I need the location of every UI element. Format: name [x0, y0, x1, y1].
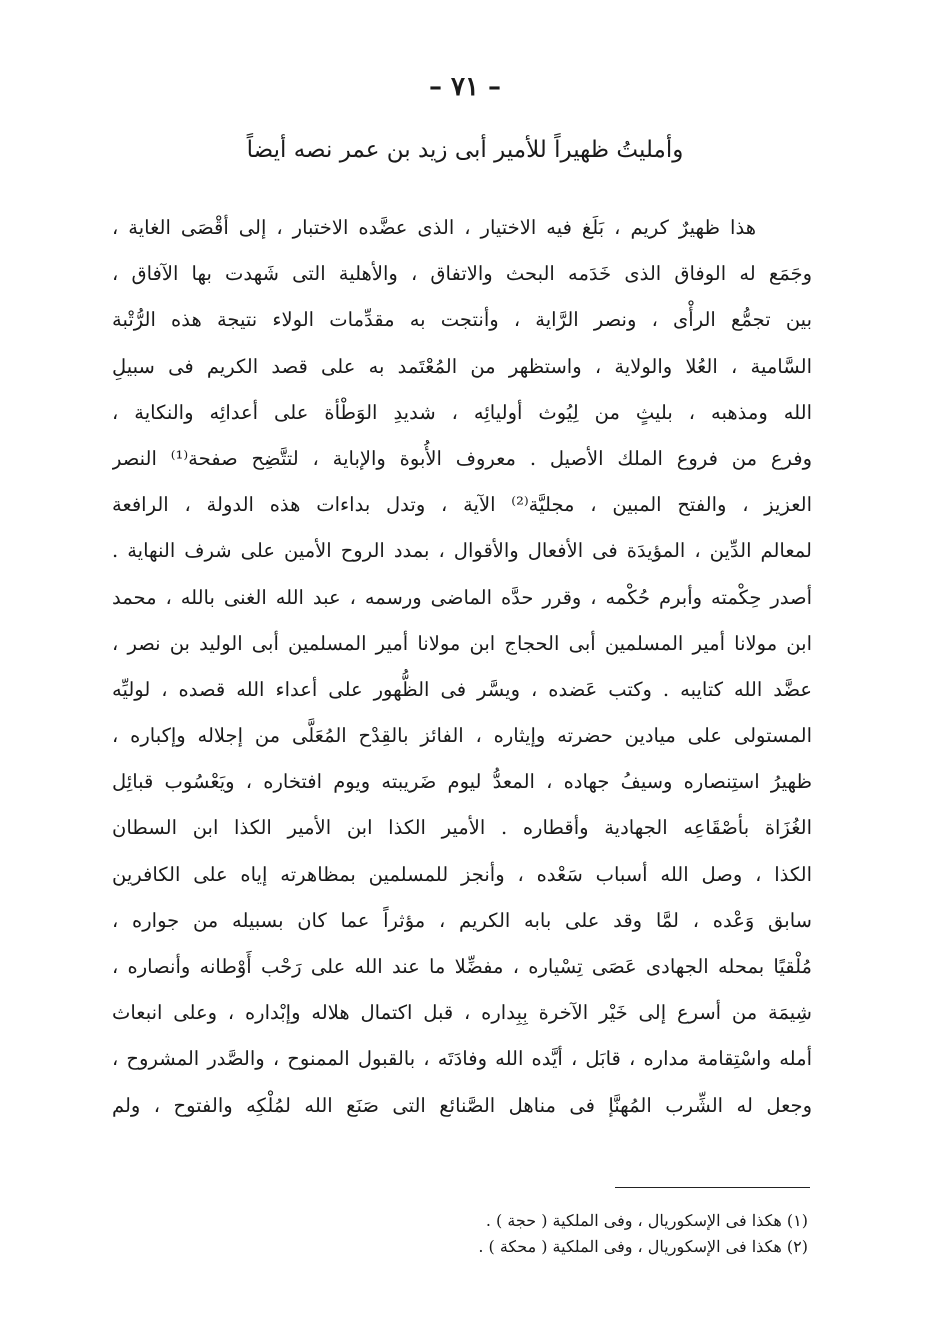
- text-line: أمله واسْتِقامة مداره ، قابَل ، أيَّده الله وفادَتَه ، بالقبول الممنوح ، والصَّدر المشروح ،: [112, 1047, 812, 1071]
- footnote-2: (٢) هكذا فى الإسكوريال ، وفى الملكية ( محكة ) .: [478, 1237, 808, 1256]
- text-line: السَّامية ، العُلا والولاية ، واستظهر من المُعْتَمد به على قصد الكريم فى سبيلِ: [112, 354, 812, 378]
- text-line: الغُزَاة بأصْقَاعِه الجهادية وأقطاره . الأمير الكذا ابن الأمير الكذا ابن السطان: [112, 816, 812, 840]
- footnote-1: (١) هكذا فى الإسكوريال ، وفى الملكية ( حجة ) .: [485, 1211, 808, 1230]
- text-line: أصدر حِكْمته وأبرم حُكْمه ، وقرر حدَّه الماضى ورسمه ، عبد الله الغنى بالله ، محمد: [112, 585, 812, 609]
- body-text: [112, 205, 812, 1129]
- text-line: الكذا ، وصل الله أسباب سَعْده ، وأنجز للمسلمين بمظاهرته إياه على الكافرين: [112, 862, 812, 886]
- text-line: وفرع من فروع الملك الأصيل . معروف الأُبوة والإباية ، لتتَّضِح صفحة⁽¹⁾ النصر: [112, 446, 812, 470]
- text-line: العزيز ، والفتح المبين ، مجليَّة⁽²⁾ الآية ، وتدل بداءات هذه الدولة ، الرافعة: [112, 493, 812, 517]
- text-line: وجَمَع له الوفاق الذى خَدَمه البحث والاتفاق ، والأهلية التى شَهدت بها الآفاق ،: [112, 262, 812, 286]
- text-line: المستولى على ميادين حضرته وإيثاره ، الفائز بالقِدْح المُعَلَّى من إجلاله وإكباره ،: [112, 724, 812, 748]
- page-heading: وأمليتُ ظهيراً للأمير أبى زيد بن عمر نصه أيضاً: [246, 137, 684, 163]
- text-line: عضَّد الله كتايبه . وكتب عَضده ، ويسَّر فى الظُّهور على أعداء الله قصده ، لوليِّه: [112, 677, 812, 701]
- text-line: هذا ظهيرٌ كريم ، بَلَغ فيه الاختيار ، الذى عضَّده الاختبار ، إلى أقْصَى الغاية ،: [112, 216, 756, 239]
- footnote-divider: [615, 1187, 810, 1188]
- footnotes: [308, 1208, 808, 1260]
- text-line: شِيمَة من أسرع إلى خَيْر الآخرة بِبِداره ، قبل اكتمال هلاله وإبْداره ، وعلى انبعاث: [112, 1001, 812, 1025]
- text-line: وجعل له الشِّرب المُهنَّإ فى مناهل الصَّنائع التى صَنَع الله لمُلْكِه والفتوح ، ولم: [112, 1093, 812, 1117]
- text-line: الله ومذهبه ، بليثٍ من لِيُوث أوليائِه ، شديدِ الوَطْأة على أعدائِه والنكاية ،: [112, 400, 812, 424]
- text-line: مُلْقيًا بمحله الجهادى عَصَى تِسْياره ، مفضِّلا ما عند الله على رَحْب أَوْطانه وأنصاره ،: [112, 955, 812, 978]
- text-line: بين تجمُّع الرأْى ، ونصر الرَّاية ، وأنتجت به مقدِّمات الولاء نتيجة هذه الرُّتْبة: [112, 308, 812, 332]
- text-line: لمعالم الدِّين ، المؤيدَة فى الأفعال والأقوال ، بمدد الروح الأمين على شرف النهاية .: [112, 539, 812, 563]
- page-number: – ٧١ –: [428, 72, 502, 102]
- text-line: ظهيرُ استِنصاره وسيفُ جهاده ، المعدُّ ليوم ضَريبته ويوم افتخاره ، ويَعْسُوب قبائِل: [112, 770, 812, 794]
- text-line: سابق وَعْده ، لمَّا وقد على بابه الكريم ، مؤثراً عما كان بسبيله من جواره ،: [112, 908, 812, 932]
- text-line: ابن مولانا أمير المسلمين أبى الحجاج ابن مولانا أمير المسلمين أبى الوليد بن نصر ،: [112, 631, 812, 655]
